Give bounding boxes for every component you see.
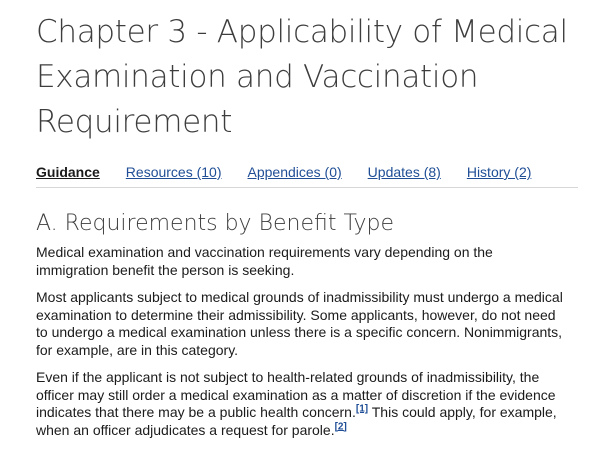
paragraph-3	[36, 369, 566, 439]
section-heading: A. Requirements by Benefit Type	[36, 211, 394, 236]
tab-resources[interactable]: Resources (10)	[125, 164, 222, 180]
tab-history[interactable]: History (2)	[466, 164, 532, 180]
page-title: Chapter 3 - Applicability of Medical Examination and Vaccination Requirement	[36, 14, 568, 140]
paragraph-3-text-a: Even if the applicant is not subject to health-related grounds of inadmissibility, the officer may still order a medical examination as a matter of discretion if the evidence indicates that there may be a public health concern.	[36, 369, 556, 420]
tab-guidance[interactable]: Guidance	[36, 164, 100, 180]
footnote-link-2[interactable]: [2]	[334, 420, 347, 432]
tab-bar	[36, 163, 578, 188]
footnote-link-1[interactable]: [1]	[355, 403, 369, 415]
paragraph-2: Most applicants subject to medical grounds of inadmissibility must undergo a medical examination to determine their admissibility. Some applicants, however, do not need to undergo a medical examination unless there is a specific concern. Nonimmigrants, for example, are in this category.	[36, 289, 563, 358]
tab-appendices[interactable]: Appendices (0)	[247, 164, 342, 180]
tab-updates[interactable]: Updates (8)	[367, 164, 441, 180]
paragraph-1: Medical examination and vaccination requirements vary depending on the immigration benefit the person is seeking.	[36, 244, 493, 278]
paragraph-3-text-b: This could apply, for example, when an officer adjudicates a request for parole.	[36, 404, 557, 438]
